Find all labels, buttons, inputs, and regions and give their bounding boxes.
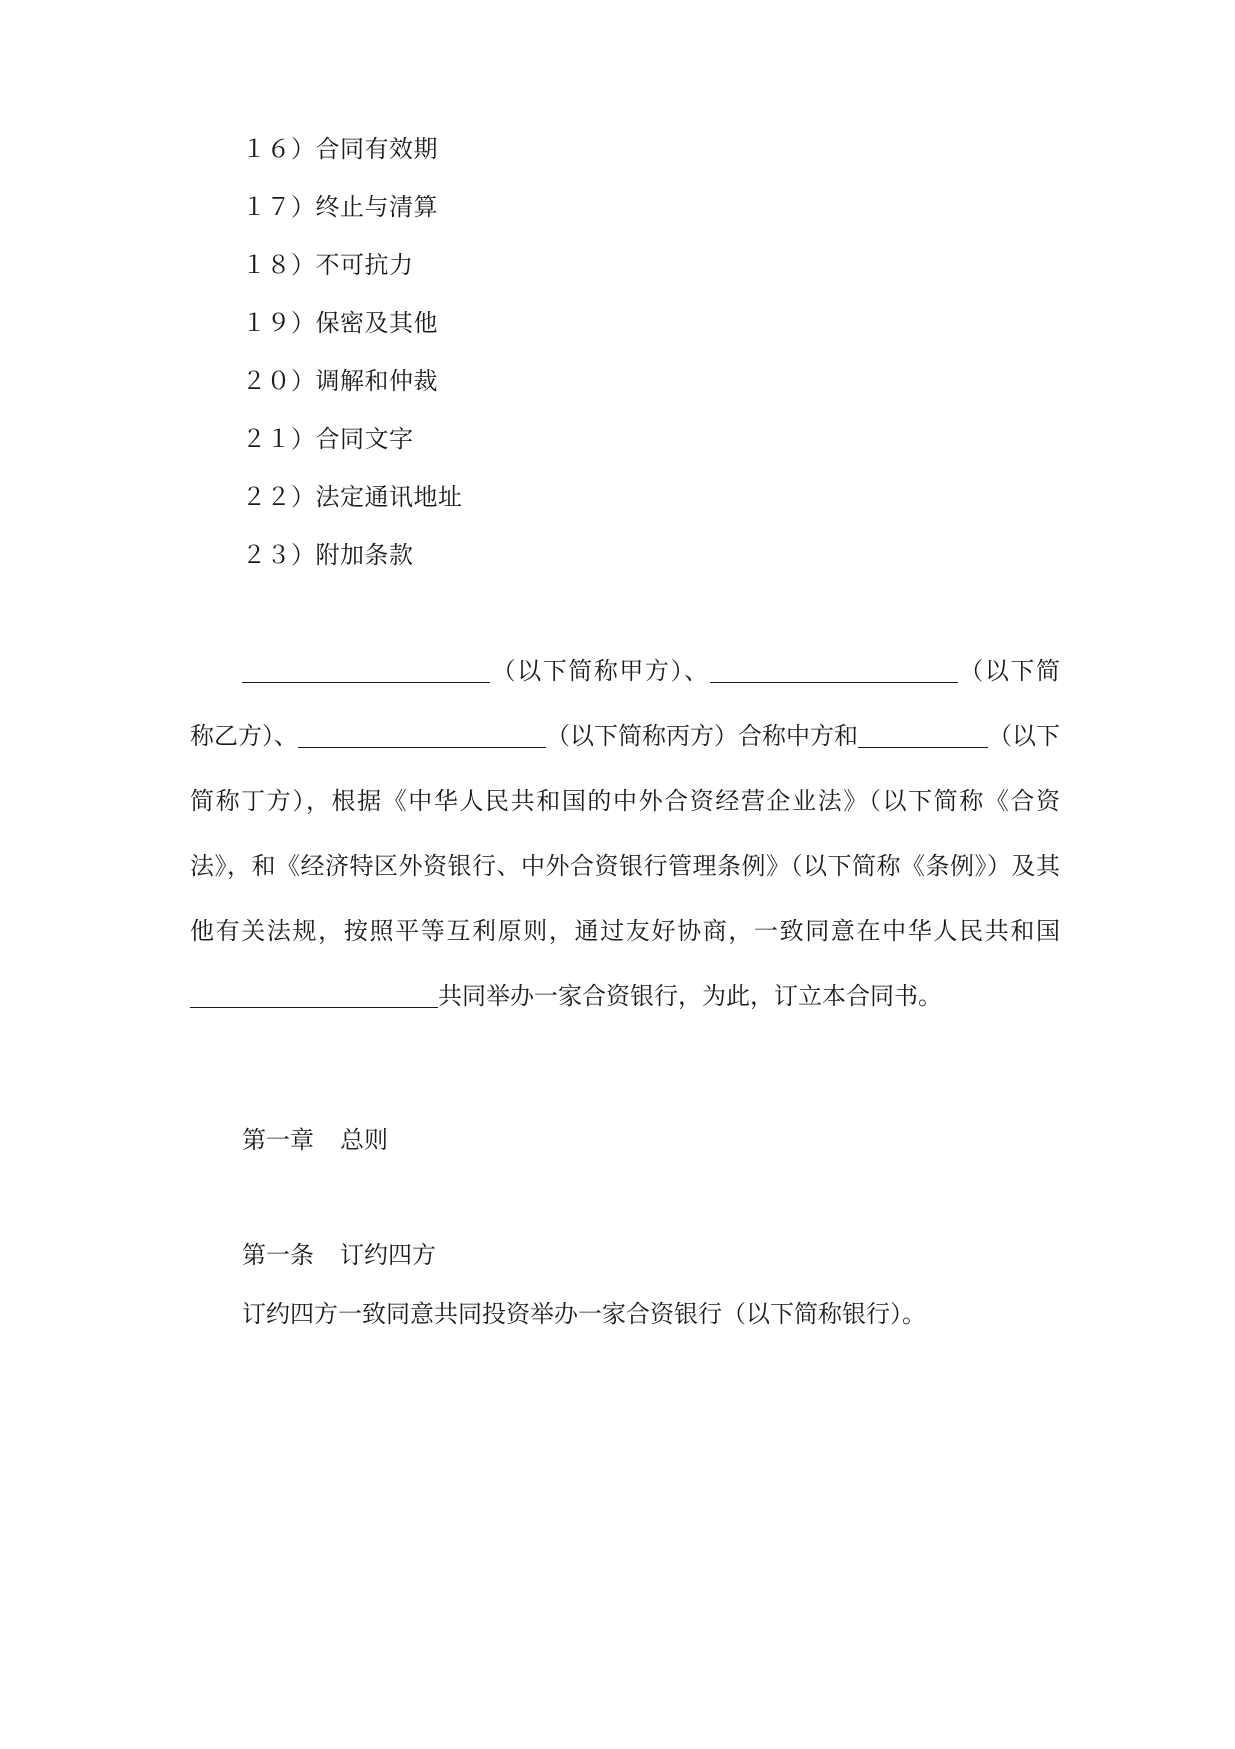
toc-item-17: １７）终止与清算	[242, 193, 438, 221]
toc-item-23: ２３）附加条款	[242, 541, 414, 569]
toc-item-18: １８）不可抗力	[242, 251, 414, 279]
chapter-heading	[242, 1124, 388, 1156]
party-a-blank	[242, 658, 490, 683]
preamble-text-1: （以下简称甲方）、	[490, 657, 710, 685]
party-d-blank	[858, 723, 988, 748]
party-c-blank	[298, 723, 546, 748]
preamble-paragraph	[190, 639, 1060, 1029]
party-b-blank	[710, 658, 958, 683]
preamble-text-3: （以下简称丙方）合称中方和	[546, 722, 858, 750]
chapter-title: 总则	[340, 1126, 388, 1154]
article-heading	[242, 1239, 436, 1271]
preamble-text-5: 共同举办一家合资银行，为此，订立本合同书。	[438, 982, 942, 1010]
toc-item-20: ２０）调解和仲裁	[242, 367, 438, 395]
toc-item-21: ２１）合同文字	[242, 425, 414, 453]
chapter-number: 第一章	[242, 1126, 314, 1154]
toc-item-19: １９）保密及其他	[242, 309, 438, 337]
preamble-text-4: （以下简称丁方），根据《中华人民共和国的中外合资经营企业法》（以下简称《合资法》，和《经济特区外资银行、中外合资银行管理条例》（以下简称《条例》）及其他有关法规，按照平等互利原则，通过友好协商，一致同意在中华人民共和国	[190, 722, 1060, 945]
toc-item-16: １６）合同有效期	[242, 135, 438, 163]
toc-item-22: ２２）法定通讯地址	[242, 483, 463, 511]
preamble-text-2: （以下简称乙方）、	[190, 657, 1061, 750]
article-number: 第一条	[242, 1241, 314, 1269]
article-text: 订约四方一致同意共同投资举办一家合资银行（以下简称银行）。	[242, 1300, 926, 1328]
location-blank	[190, 983, 438, 1008]
article-title: 订约四方	[340, 1241, 436, 1269]
